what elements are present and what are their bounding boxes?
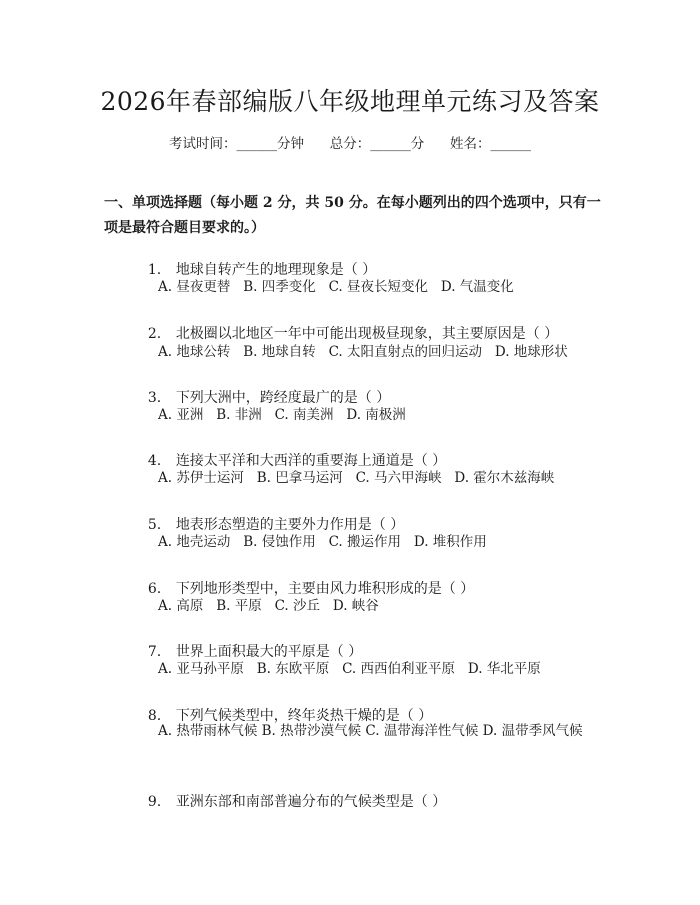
question-text: 北极圈以北地区一年中可能出现极昼现象，其主要原因是（ ）	[175, 326, 559, 342]
question-options: A. 地球公转 B. 地球自转 C. 太阳直射点的回归运动 D. 地球形状	[158, 344, 568, 360]
question-text: 下列大洲中，跨经度最广的是（ ）	[175, 390, 391, 406]
question-number: 3.	[147, 390, 162, 406]
question-number: 8.	[147, 708, 162, 724]
question-text: 下列地形类型中，主要由风力堆积形成的是（ ）	[175, 581, 475, 597]
question-number: 7.	[147, 644, 162, 660]
document-title: 2026年春部编版八年级地理单元练习及答案	[100, 87, 600, 116]
question-options: A. 地壳运动 B. 侵蚀作用 C. 搬运作用 D. 堆积作用	[158, 534, 487, 550]
question-number: 4.	[147, 453, 162, 469]
question-item	[130, 775, 446, 827]
question-number: 6.	[147, 581, 162, 597]
question-text: 地球自转产生的地理现象是（ ）	[175, 262, 377, 278]
section-heading: 一、单项选择题（每小题 2 分，共 50 分。在每小题列出的四个选项中，只有一项是最符合题目要求的。）	[104, 195, 601, 236]
question-text: 连接太平洋和大西洋的重要海上通道是（ ）	[175, 453, 447, 469]
question-options: A. 昼夜更替 B. 四季变化 C. 昼夜长短变化 D. 气温变化	[158, 279, 514, 295]
question-options: A. 高原 B. 平原 C. 沙丘 D. 峡谷	[158, 598, 379, 614]
question-number: 9.	[147, 794, 162, 810]
question-number: 1.	[147, 262, 162, 278]
question-options: A. 亚洲 B. 非洲 C. 南美洲 D. 南极洲	[158, 407, 406, 423]
question-number: 5.	[147, 517, 162, 533]
question-options: A. 苏伊士运河 B. 巴拿马运河 C. 马六甲海峡 D. 霍尔木兹海峡	[158, 470, 555, 486]
exam-info-line: 考试时间：______分钟 总分：______分 姓名：______	[169, 136, 531, 152]
question-text: 下列气候类型中，终年炎热干燥的是（ ）	[175, 708, 433, 724]
question-text: 地表形态塑造的主要外力作用是（ ）	[175, 517, 405, 533]
question-text: 亚洲东部和南部普遍分布的气候类型是（ ）	[175, 794, 447, 810]
question-text: 世界上面积最大的平原是（ ）	[175, 644, 363, 660]
question-options: A. 热带雨林气候 B. 热带沙漠气候 C. 温带海洋性气候 D. 温带季风气候	[158, 723, 583, 739]
question-options: A. 亚马孙平原 B. 东欧平原 C. 西西伯利亚平原 D. 华北平原	[158, 661, 541, 677]
question-number: 2.	[147, 326, 162, 342]
